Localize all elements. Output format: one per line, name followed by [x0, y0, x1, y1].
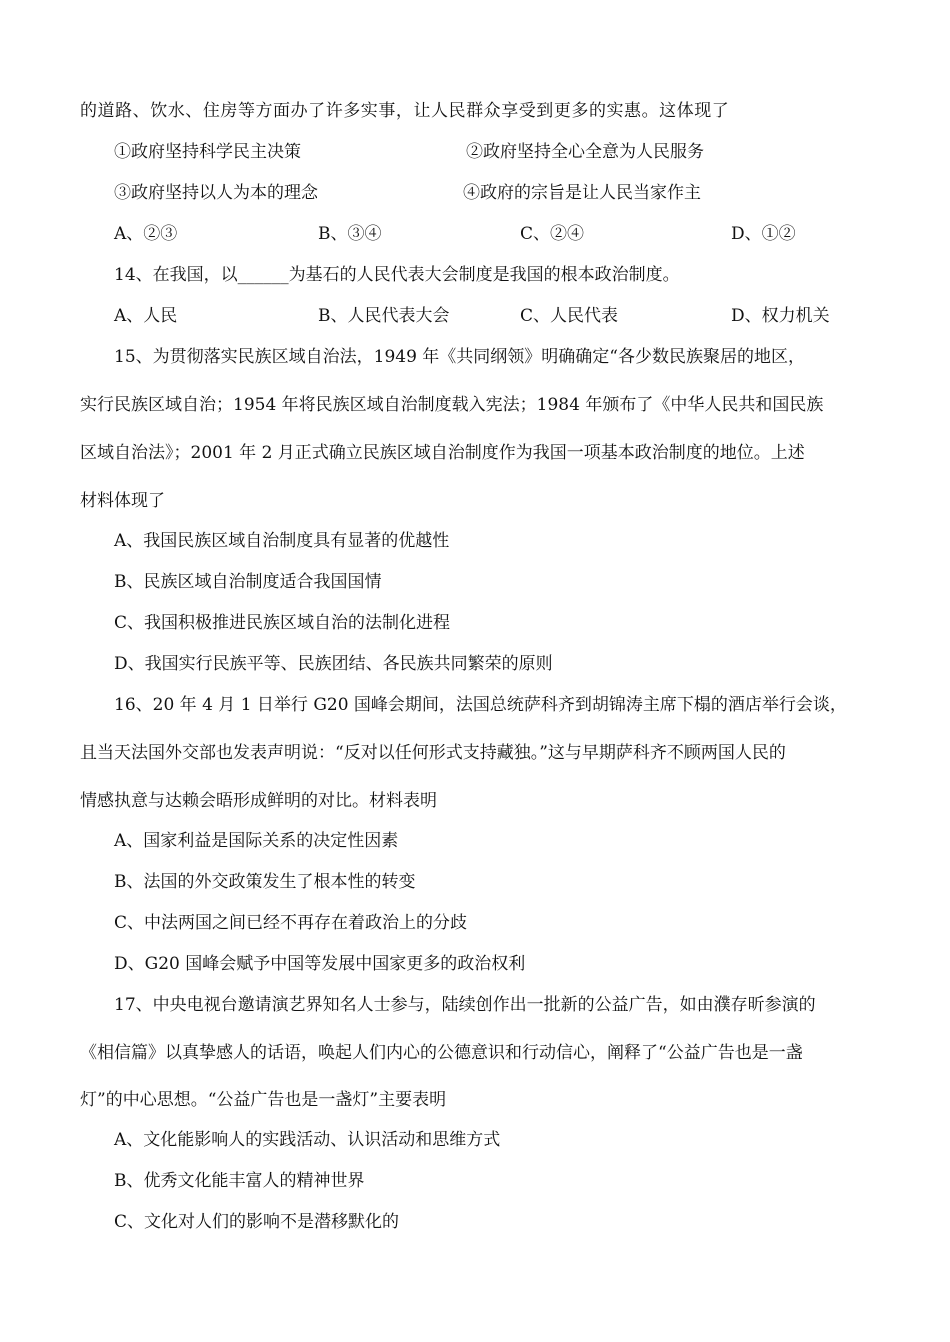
q14-option-b: B、人民代表大会	[318, 306, 450, 326]
q13-option-c: C、②④	[520, 224, 585, 244]
q17-stem-line-1: 17、中央电视台邀请演艺界知名人士参与，陆续创作出一批新的公益广告，如由濮存昕参演的	[114, 995, 816, 1015]
q16-option-b: B、法国的外交政策发生了根本性的转变	[114, 872, 416, 892]
q14-option-c: C、人民代表	[520, 306, 619, 326]
q15-option-d: D、我国实行民族平等、民族团结、各民族共同繁荣的原则	[114, 654, 553, 674]
q13-item-1: ①政府坚持科学民主决策	[114, 142, 301, 162]
q16-option-a: A、国家利益是国际关系的决定性因素	[114, 831, 399, 851]
q16-stem-line-1: 16、20 年 4 月 1 日举行 G20 国峰会期间，法国总统萨科齐到胡锦涛主席下榻的酒店举行会谈，	[114, 695, 847, 715]
q16-option-c: C、中法两国之间已经不再存在着政治上的分歧	[114, 913, 468, 933]
q15-stem-line-2: 实行民族区域自治；1954 年将民族区域自治制度载入宪法；1984 年颁布了《中华人民共和国民族	[80, 395, 824, 415]
q16-stem-line-2: 且当天法国外交部也发表声明说：“反对以任何形式支持藏独。”这与早期萨科齐不顾两国人民的	[80, 743, 786, 763]
q15-stem-line-3: 区域自治法》；2001 年 2 月正式确立民族区域自治制度作为我国一项基本政治制度的地位。上述	[80, 443, 805, 463]
q13-item-4: ④政府的宗旨是让人民当家作主	[463, 183, 701, 203]
q17-option-a: A、文化能影响人的实践活动、认识活动和思维方式	[114, 1130, 501, 1150]
q14-stem	[114, 264, 680, 286]
q13-stem-continuation: 的道路、饮水、住房等方面办了许多实事，让人民群众享受到更多的实惠。这体现了	[80, 101, 730, 121]
q14-blank: ______	[237, 265, 289, 285]
q13-option-b: B、③④	[318, 224, 382, 244]
q15-stem-line-4: 材料体现了	[80, 491, 165, 511]
q17-option-c: C、文化对人们的影响不是潜移默化的	[114, 1212, 400, 1232]
q15-stem-line-1: 15、为贯彻落实民族区域自治法，1949 年《共同纲领》明确确定“各少数民族聚居的地区，	[114, 347, 805, 367]
q14-option-a: A、人民	[114, 306, 178, 326]
q14-stem-after: 为基石的人民代表大会制度是我国的根本政治制度。	[288, 265, 680, 285]
q13-option-a: A、②③	[114, 224, 178, 244]
q15-option-c: C、我国积极推进民族区域自治的法制化进程	[114, 613, 451, 633]
q13-item-3: ③政府坚持以人为本的理念	[114, 183, 318, 203]
q13-option-d: D、①②	[731, 224, 796, 244]
q16-stem-line-3: 情感执意与达赖会晤形成鲜明的对比。材料表明	[80, 791, 437, 811]
q14-stem-before: 14、在我国，以	[114, 265, 238, 285]
q14-option-d: D、权力机关	[731, 306, 830, 326]
q16-option-d: D、G20 国峰会赋予中国等发展中国家更多的政治权利	[114, 954, 526, 974]
q15-option-b: B、民族区域自治制度适合我国国情	[114, 572, 382, 592]
q17-stem-line-3: 灯”的中心思想。“公益广告也是一盏灯”主要表明	[80, 1090, 447, 1110]
q15-option-a: A、我国民族区域自治制度具有显著的优越性	[114, 531, 450, 551]
q13-item-2: ②政府坚持全心全意为人民服务	[466, 142, 704, 162]
q17-option-b: B、优秀文化能丰富人的精神世界	[114, 1171, 365, 1191]
q17-stem-line-2: 《相信篇》以真挚感人的话语，唤起人们内心的公德意识和行动信心，阐释了“公益广告也是一盏	[80, 1043, 803, 1063]
